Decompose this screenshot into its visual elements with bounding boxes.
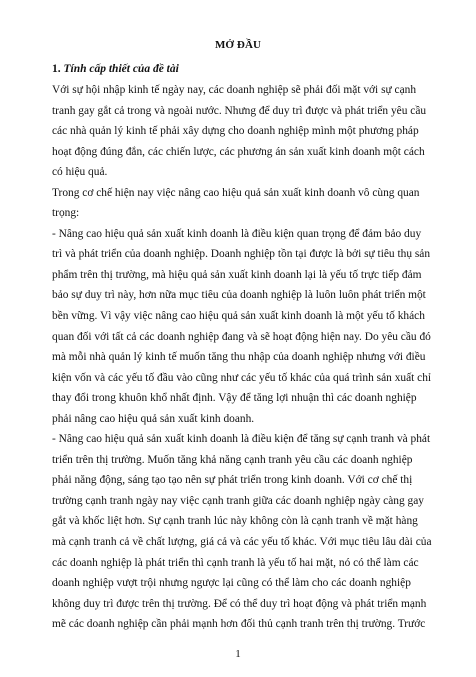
- text-line: mẽ các doanh nghiệp cần phải mạnh hơn đối thủ cạnh tranh trên thị trường. Trước: [52, 618, 426, 631]
- text-line: quan đối với tất cả các doanh nghiệp đang và sẽ hoạt động hiện nay. Do yêu cầu đó: [52, 330, 431, 343]
- text-line: các nhà quản lý kinh tế phải xây dựng cho doanh nghiệp mình một phương pháp: [52, 125, 419, 138]
- text-line: bền vững. Vì vậy việc nâng cao hiệu quả sản xuất kinh doanh là một yếu tố khách: [52, 310, 425, 323]
- text-line: trường cạnh tranh ngày nay việc cạnh tranh giữa các doanh nghiệp ngày càng gay: [52, 494, 424, 507]
- text-line: phải nâng cao hiệu quả sản xuất kinh doanh.: [52, 412, 255, 425]
- text-line: thay đổi trong khuôn khổ nhất định. Vậy để tăng lợi nhuận thì các doanh nghiệp: [52, 392, 417, 405]
- body-text: [52, 80, 442, 635]
- text-line: triển trên thị trường. Muốn tăng khả năng cạnh tranh yêu cầu các doanh nghiệp: [52, 453, 413, 466]
- text-line: tranh gay gắt cả trong và ngoài nước. Nhưng để duy trì được và phát triển yêu cầu: [52, 104, 427, 117]
- text-line: không duy trì được trên thị trường. Để có thể duy trì hoạt động và phát triển mạnh: [52, 597, 427, 610]
- text-line: trọng:: [52, 207, 80, 220]
- text-line: phải năng động, sáng tạo tạo nên sự phát triển trong kinh doanh. Với cơ chế thị: [52, 474, 413, 487]
- text-line: gắt và khốc liệt hơn. Sự cạnh tranh lúc này không còn là cạnh tranh về mặt hàng: [52, 515, 418, 528]
- document-title: MỞ ĐẦU: [214, 39, 262, 51]
- text-line: trì và phát triển của doanh nghiệp. Doanh nghiệp tồn tại được là bởi sự tiêu thụ sản: [52, 248, 431, 261]
- text-line: phẩm trên thị trường, mà hiệu quả sản xuất kinh doanh lại là yếu tố trực tiếp đảm: [52, 268, 422, 281]
- page-number: 1: [235, 648, 241, 660]
- text-line: mà cạnh tranh cả về chất lượng, giá cả và các yếu tố khác. Với mục tiêu lâu dài của: [52, 536, 432, 549]
- text-line: mà mỗi nhà quản lý kinh tế muốn tăng thu nhập của doanh nghiệp nhưng với điều: [52, 351, 426, 364]
- text-line: hoạt động đúng đắn, các chiến lược, các phương án sản xuất kinh doanh một cách: [52, 145, 425, 158]
- text-line: - Nâng cao hiệu quả sản xuất kinh doanh là điều kiện để tăng sự cạnh tranh và phát: [52, 433, 431, 446]
- text-line: Trong cơ chế hiện nay việc nâng cao hiệu quả sản xuất kinh doanh vô cùng quan: [52, 186, 420, 199]
- text-line: kiện vốn và các yếu tố đầu vào cũng như các yếu tố khác của quá trình sản xuất chỉ: [52, 371, 432, 384]
- text-line: - Nâng cao hiệu quả sản xuất kinh doanh là điều kiện quan trọng để đảm bảo duy: [52, 227, 422, 240]
- text-line: doanh nghiệp vượt trội nhưng ngược lại cũng có thể làm cho các doanh nghiệp: [52, 577, 411, 590]
- text-line: các doanh nghiệp là phát triển thì cạnh tranh là yếu tố hai mặt, nó có thể làm các: [52, 556, 419, 569]
- text-line: Với sự hội nhập kinh tế ngày nay, các doanh nghiệp sẽ phải đối mặt với sự cạnh: [52, 84, 417, 96]
- text-line: bảo sự duy trì này, hơn nữa mục tiêu của doanh nghiệp là luôn luôn phát triển một: [52, 289, 426, 302]
- text-line: có hiệu quả.: [52, 166, 108, 179]
- section-heading: [52, 62, 179, 76]
- section-number: 1.: [52, 63, 61, 75]
- section-title: Tính cấp thiết của đề tài: [63, 63, 179, 75]
